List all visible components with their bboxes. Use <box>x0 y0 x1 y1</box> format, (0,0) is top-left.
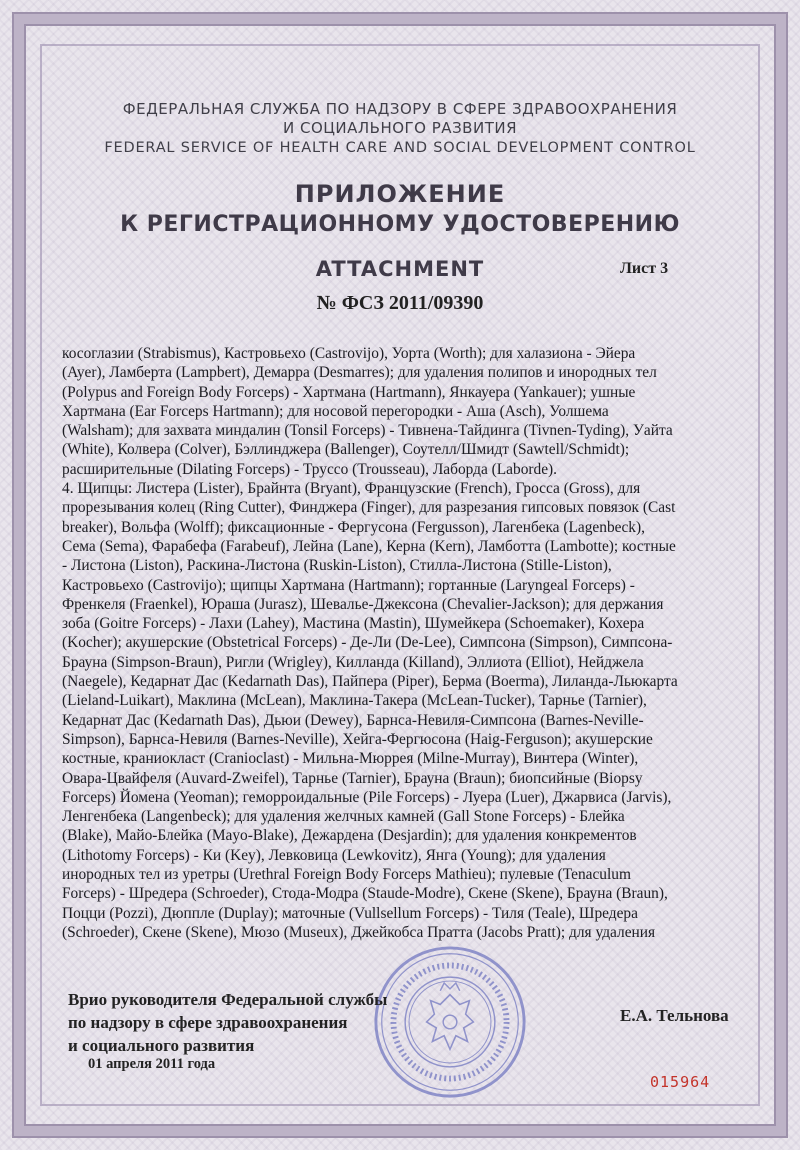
doc-title-attachment: ATTACHMENT <box>315 257 485 281</box>
body-line: (Naegele), Кедарнат Дас (Kedarnath Das), Пайпера (Piper), Берма (Boerma), Лиланда-Льюкарта <box>62 673 678 691</box>
body-line: Simpson), Барнса-Невиля (Barnes-Neville), Хейга-Фергюсона (Haig-Ferguson); акушерские <box>62 730 653 748</box>
body-line: (Polypus and Foreign Body Forceps) - Хартмана (Hartmann), Янкауера (Yankauer); ушные <box>62 383 636 401</box>
registration-number: № ФСЗ 2011/09390 <box>316 292 484 314</box>
body-line: (White), Колвера (Colver), Бэллинджера (Ballenger), Соутелл/Шмидт (Sawtell/Schmidt); <box>62 441 630 459</box>
doc-title-line2: К РЕГИСТРАЦИОННОМУ УДОСТОВЕРЕНИЮ <box>120 212 680 237</box>
body-line: костные, краниокласт (Cranioclast) - Мильна-Мюррея (Milne-Murray), Винтера (Winter), <box>62 750 639 768</box>
official-seal-icon <box>372 944 528 1100</box>
body-line: (Blake), Майо-Блейка (Mayo-Blake), Дежардена (Desjardin); для удаления конкрементов <box>62 827 637 845</box>
sheet-number: Лист 3 <box>620 260 669 277</box>
body-line: Ленгенбека (Langenbeck); для удаления желчных камней (Gall Stone Forceps) - Блейка <box>62 808 625 826</box>
agency-name-en: FEDERAL SERVICE OF HEALTH CARE AND SOCIAL DEVELOPMENT CONTROL <box>104 140 696 156</box>
body-line: - Листона (Liston), Раскина-Листона (Ruskin-Liston), Стилла-Листона (Stille-Liston), <box>62 557 612 575</box>
body-line: 4. Щипцы: Листера (Lister), Брайнта (Bryant), Французские (French), Гросса (Gross), для <box>62 480 641 498</box>
body-line: зоба (Goitre Forceps) - Лахи (Lahey), Мастина (Mastin), Шумейкера (Schoemaker), Кохера <box>62 615 645 633</box>
signature-date: 01 апреля 2011 года <box>88 1056 216 1072</box>
signatory-title-line2: по надзору в сфере здравоохранения <box>68 1013 348 1032</box>
body-line: инородных тел из уретры (Urethral Foreign Body Forceps Mathieu); пулевые (Tenaculum <box>62 866 631 884</box>
signatory-title-line1: Врио руководителя Федеральной службы <box>68 990 388 1009</box>
body-line: прорезывания колец (Ring Cutter), Финджера (Finger), для разрезания гипсовых повязок (Cast <box>62 499 676 517</box>
body-line: (Walsham); для захвата миндалин (Tonsil Forceps) - Тивнена-Тайдинга (Tivnen-Tyding), Уайта <box>62 422 673 440</box>
body-line: Кедарнат Дас (Kedarnath Das), Дьюи (Dewey), Барнса-Невиля-Симпсона (Barnes-Neville- <box>62 711 644 729</box>
body-line: Кастровьехо (Castrovijo); щипцы Хартмана (Hartmann); гортанные (Laryngeal Forceps) - <box>62 576 635 594</box>
body-line: Поцци (Pozzi), Дюппле (Duplay); маточные (Vullsellum Forceps) - Тиля (Teale), Шредера <box>62 904 638 922</box>
body-line: (Schroeder), Скене (Skene), Мюзо (Museux), Джейкобса Пратта (Jacobs Pratt); для удаления <box>62 923 656 941</box>
doc-title-line1: ПРИЛОЖЕНИЕ <box>294 180 506 208</box>
signatory-title <box>68 988 387 1057</box>
body-line: Хартмана (Ear Forceps Hartmann); для носовой перегородки - Аша (Asch), Уолшема <box>62 402 609 420</box>
body-line: косоглазии (Strabismus), Кастровьехо (Castrovijo), Уорта (Worth); для халазиона - Эйера <box>62 345 636 362</box>
signatory-title-line3: и социального развития <box>68 1036 255 1055</box>
body-line: Сема (Sema), Фарабефа (Farabeuf), Лейна (Lane), Керна (Kern), Ламботта (Lambotte); костные <box>62 537 676 555</box>
body-line: Брауна (Simpson-Braun), Ригли (Wrigley), Килланда (Killand), Эллиота (Elliot), Нейджела <box>62 653 644 671</box>
serial-number: 015964 <box>650 1073 711 1091</box>
body-text <box>62 344 752 942</box>
body-line: Овара-Цвайфеля (Auvard-Zweifel), Тарнье (Tarnier), Брауна (Braun); биопсийные (Biopsy <box>62 769 643 787</box>
agency-name-ru-line1: ФЕДЕРАЛЬНАЯ СЛУЖБА ПО НАДЗОРУ В СФЕРЕ ЗДРАВООХРАНЕНИЯ <box>122 100 678 118</box>
body-line: breaker), Вольфа (Wolff); фиксационные - Фергусона (Fergusson), Лагенбека (Lagenbeck), <box>62 518 645 536</box>
body-line: (Kocher); акушерские (Obstetrical Forceps) - Де-Ли (De-Lee), Симпсона (Simpson), Симпсона- <box>62 634 673 652</box>
signatory-name: Е.А. Тельнова <box>620 1006 729 1025</box>
agency-name-ru-line2: И СОЦИАЛЬНОГО РАЗВИТИЯ <box>282 119 517 137</box>
body-line: (Ayer), Ламберта (Lampbert), Демарра (Desmarres); для удаления полипов и инородных тел <box>62 364 657 382</box>
body-line: Forceps) Йомена (Yeoman); геморроидальные (Pile Forceps) - Луера (Luer), Джарвиса (Jarvis), <box>62 788 672 806</box>
body-line: (Lieland-Luikart), Маклина (McLean), Маклина-Такера (McLean-Tucker), Тарнье (Tarnier), <box>62 692 647 710</box>
body-line: Френкеля (Fraenkel), Юраша (Jurasz), Шевалье-Джексона (Chevalier-Jackson); для держания <box>62 595 664 613</box>
body-line: (Lithotomy Forceps) - Ки (Key), Левковица (Lewkovitz), Янга (Young); для удаления <box>62 846 606 864</box>
body-line: Forceps) - Шредера (Schroeder), Стода-Модра (Staude-Modre), Скене (Skene), Брауна (Braun), <box>62 885 668 903</box>
body-line: расширительные (Dilating Forceps) - Труссо (Trousseau), Лаборда (Laborde). <box>62 460 558 478</box>
